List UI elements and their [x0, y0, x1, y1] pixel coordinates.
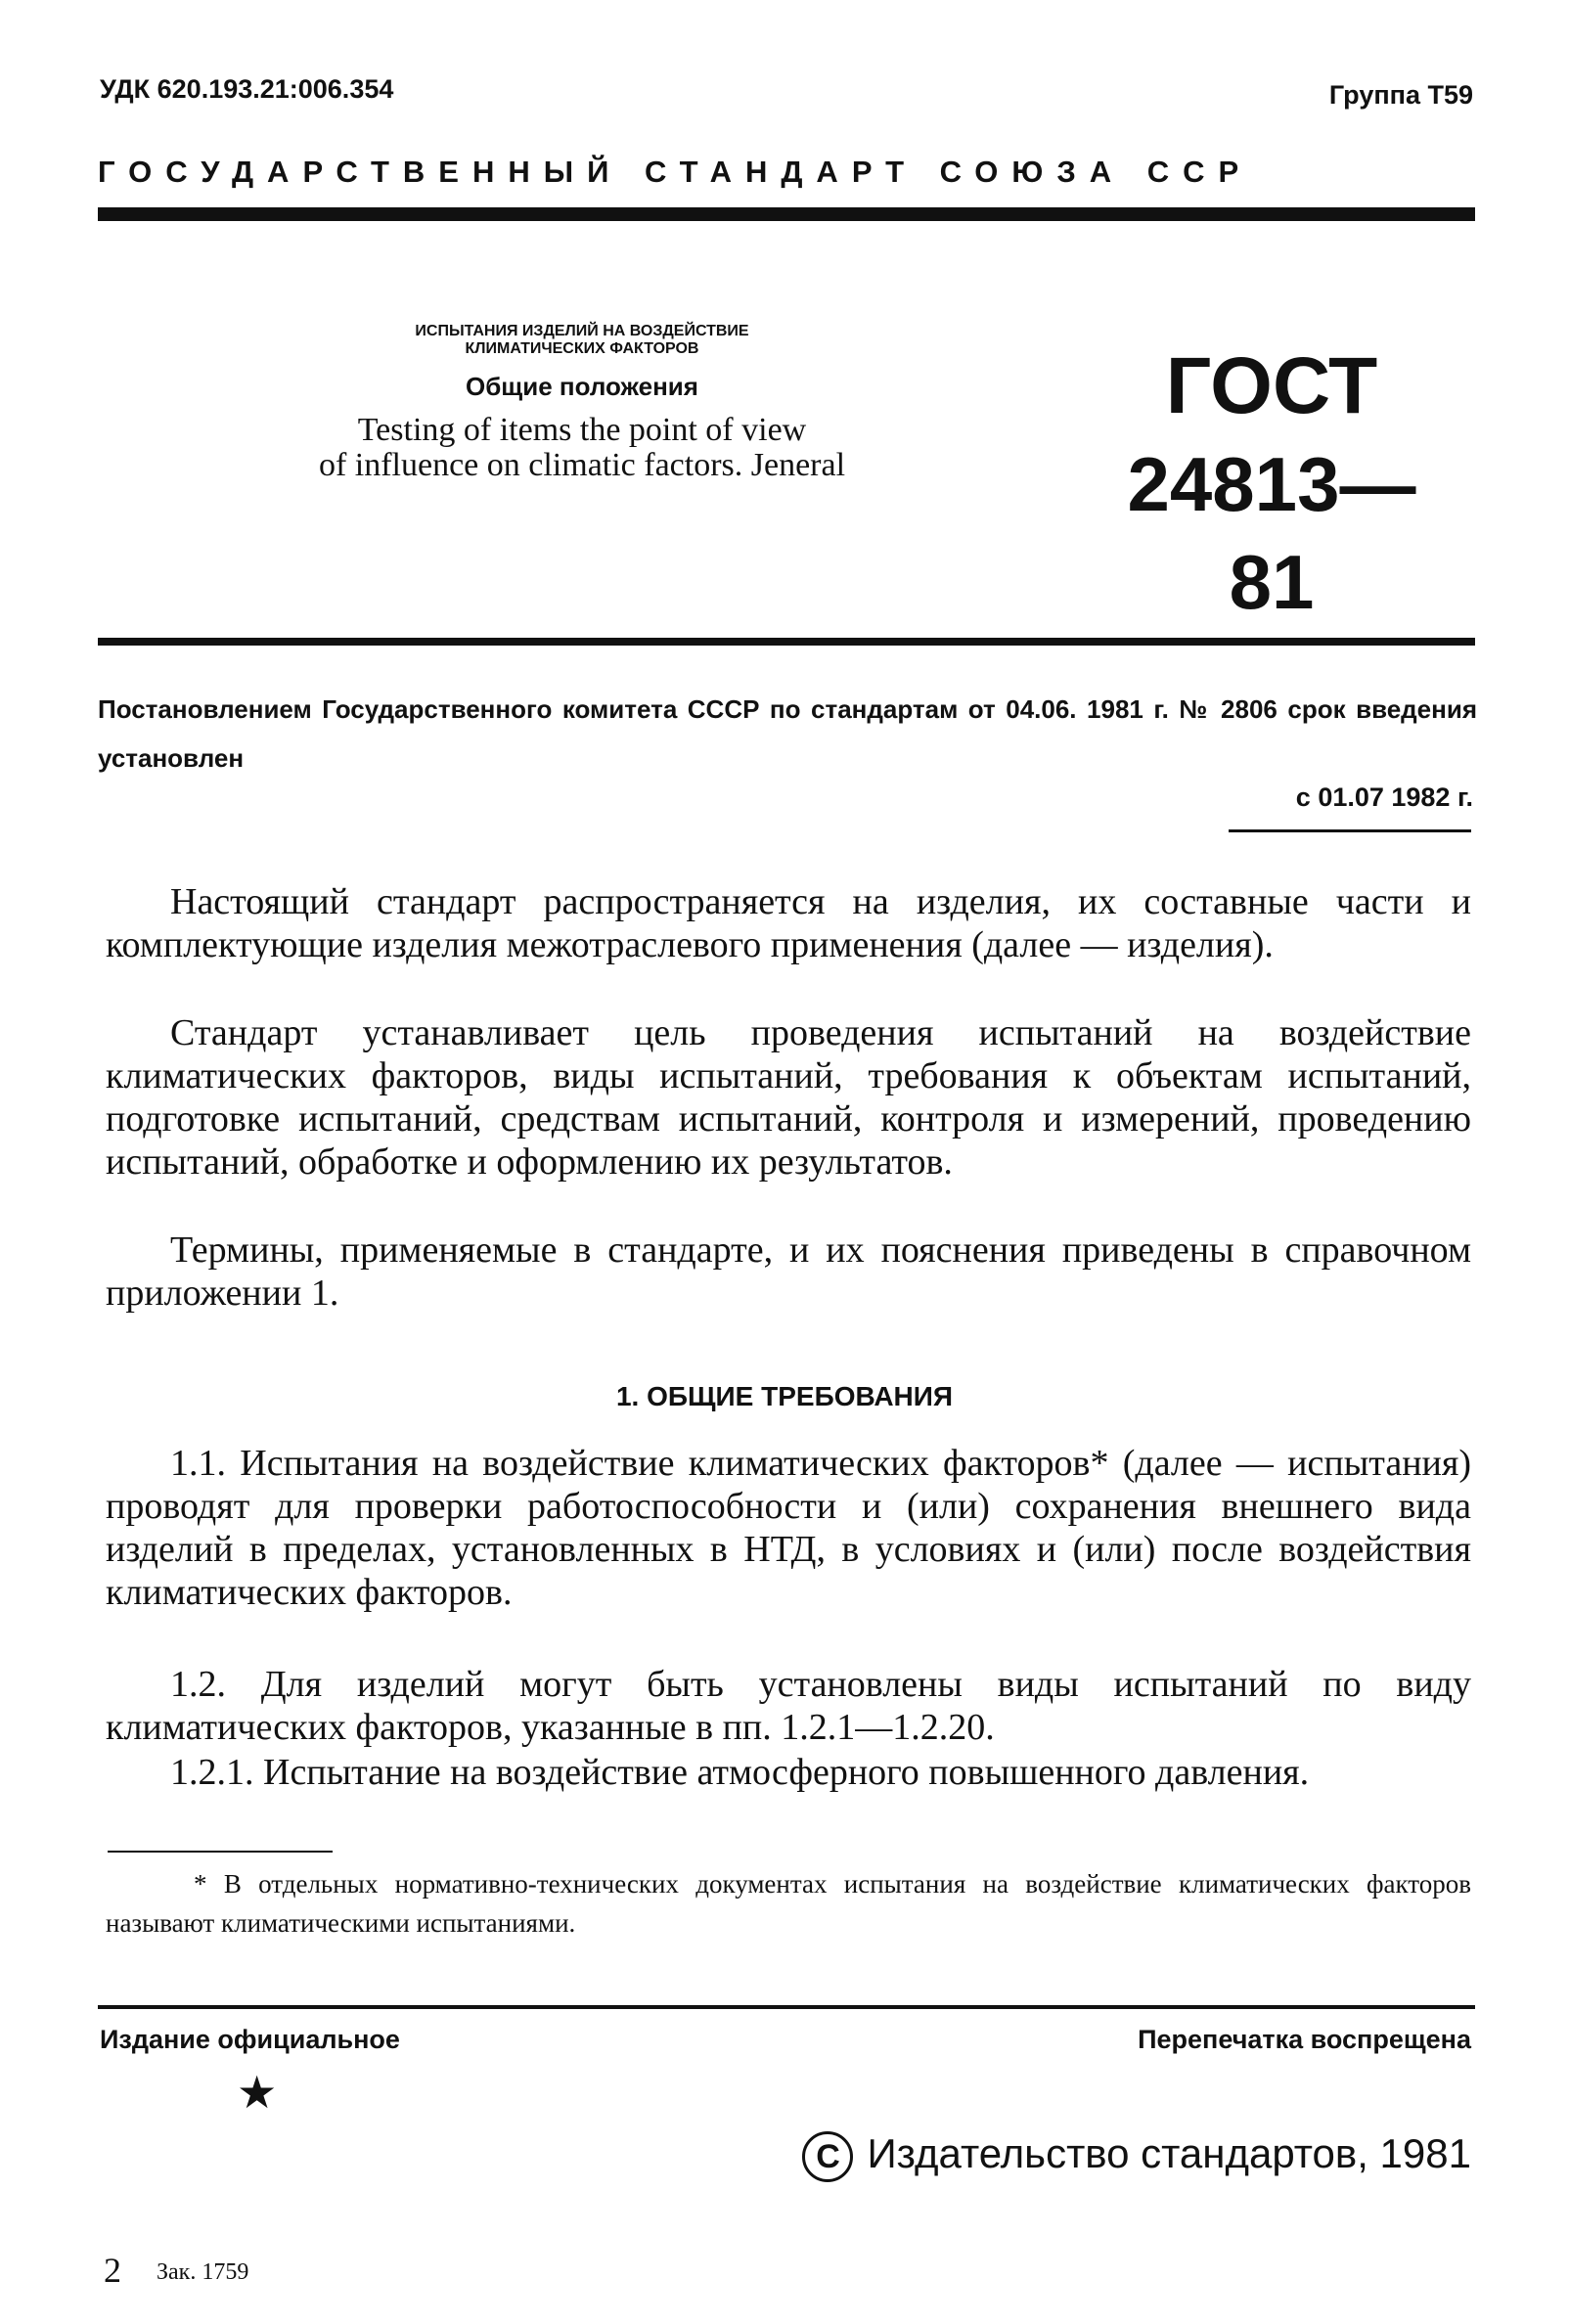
- title-en-line1: Testing of items the point of view: [357, 412, 807, 448]
- title-block: [196, 323, 968, 483]
- order-number: Зак. 1759: [157, 2259, 249, 2285]
- header-rule: [98, 207, 1475, 221]
- title-rule: [98, 638, 1475, 646]
- paragraph-purpose: Стандарт устанавливает цель проведения испытаний на воздействие климатических факторов, виды испытаний, требования к объектам испытаний, подготовке испытаний, средствам испытаний, контроля и измерений, проведению испытаний, обработке и оформлению их результатов.: [106, 1012, 1471, 1183]
- title-ru-line1: ИСПЫТАНИЯ ИЗДЕЛИЙ НА ВОЗДЕЙСТВИЕ: [415, 323, 749, 339]
- section-heading: 1. ОБЩИЕ ТРЕБОВАНИЯ: [615, 1381, 954, 1411]
- decree-text: Постановлением Государственного комитета СССР по стандартам от 04.06. 1981 г. № 2806 срок введения установлен: [98, 694, 1477, 773]
- reprint-prohibited-label: Перепечатка воспрещена: [1138, 2025, 1471, 2054]
- page-number: 2: [104, 2251, 121, 2290]
- copyright-icon: C: [802, 2131, 853, 2182]
- subtitle-ru: Общие положения: [466, 372, 698, 401]
- title-en-line2: of influence on climatic factors. Jeneral: [318, 447, 846, 483]
- effective-date: с 01.07 1982 г.: [1295, 782, 1473, 812]
- footnote: * В отдельных нормативно-технических документах испытания на воздействие климатических факторов называют климатическими испытаниями.: [106, 1869, 1471, 1938]
- state-standard-header: ГОСУДАРСТВЕННЫЙ СТАНДАРТ СОЮЗА ССР: [98, 155, 1253, 189]
- star-icon: ★: [237, 2067, 278, 2118]
- clause-1-2-1: 1.2.1. Испытание на воздействие атмосферного повышенного давления.: [170, 1752, 1310, 1793]
- clause-1-1: 1.1. Испытания на воздействие климатических факторов* (далее — испытания) проводят для проверки работоспособности и (или) сохранения внешнего вида изделий в пределах, установленных в НТД, в условиях и (или) после воздействия климатических факторов.: [106, 1443, 1471, 1613]
- footer-rule: [98, 2005, 1475, 2009]
- gost-label: ГОСТ: [1165, 341, 1378, 430]
- title-ru: [196, 323, 968, 358]
- copyright-text: Издательство стандартов, 1981: [867, 2130, 1471, 2176]
- gost-number: 24813—81: [1127, 441, 1416, 625]
- title-en: [196, 413, 968, 483]
- effective-date-underline: [1229, 829, 1471, 832]
- official-edition-label: Издание официальное: [100, 2025, 400, 2054]
- copyright-line: [802, 2130, 1471, 2182]
- footnote-separator: [108, 1851, 333, 1853]
- group-code: Группа Т59: [1328, 80, 1473, 110]
- title-ru-line2: КЛИМАТИЧЕСКИХ ФАКТОРОВ: [465, 340, 699, 357]
- paragraph-terms: Термины, применяемые в стандарте, и их пояснения приведены в справочном приложении 1.: [106, 1229, 1471, 1314]
- udk-code: УДК 620.193.21:006.354: [100, 74, 394, 104]
- gost-designation: [1086, 337, 1457, 631]
- clause-1-2: 1.2. Для изделий могут быть установлены виды испытаний по виду климатических факторов, указанные в пп. 1.2.1—1.2.20.: [106, 1664, 1471, 1748]
- paragraph-scope: Настоящий стандарт распространяется на изделия, их составные части и комплектующие изделия межотраслевого применения (далее — изделия).: [106, 881, 1471, 965]
